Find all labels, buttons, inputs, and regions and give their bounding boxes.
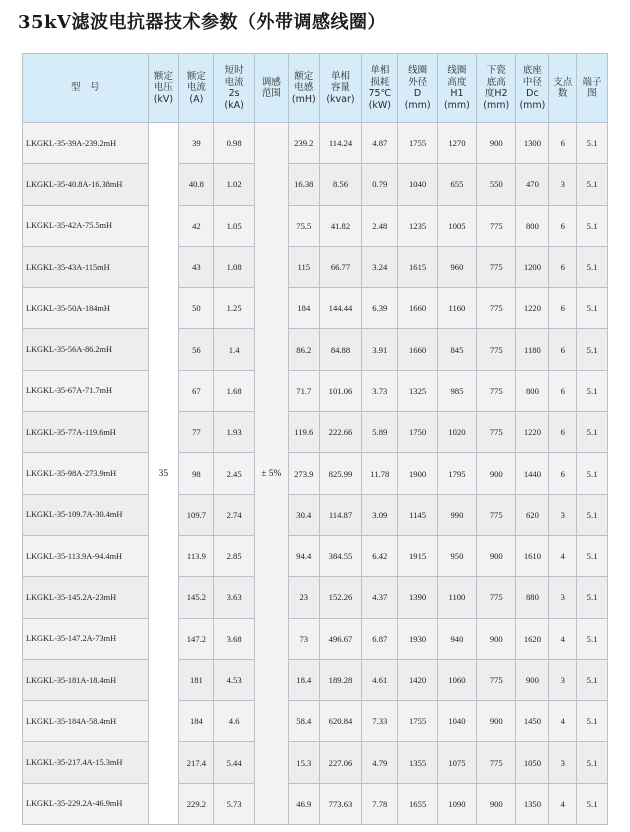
model-cell: LKGKL-35-229.2A-46.9mH [23, 783, 149, 824]
base-height-cell: 900 [477, 783, 516, 824]
loss-cell: 3.91 [362, 329, 398, 370]
header-model: 型 号 [23, 54, 149, 123]
outer-diameter-cell: 1145 [398, 494, 437, 535]
loss-cell: 7.33 [362, 701, 398, 742]
base-height-cell: 775 [477, 742, 516, 783]
base-diameter-cell: 1050 [516, 742, 549, 783]
header-porcelain-base-height: 下瓷 底高 度H2 (mm) [477, 54, 516, 123]
support-points-cell: 6 [549, 288, 577, 329]
terminal-cell: 5.1 [577, 205, 608, 246]
coil-height-cell: 845 [437, 329, 476, 370]
base-height-cell: 550 [477, 164, 516, 205]
rated-inductance-cell: 30.4 [288, 494, 319, 535]
table-row [23, 246, 608, 287]
terminal-cell: 5.1 [577, 164, 608, 205]
terminal-cell: 5.1 [577, 288, 608, 329]
spec-table [22, 53, 608, 825]
model-cell: LKGKL-35-77A-119.6mH [23, 412, 149, 453]
header-terminal-diagram: 端子 图 [577, 54, 608, 123]
base-height-cell: 775 [477, 494, 516, 535]
header-single-phase-loss: 单相 损耗 75℃ (kW) [362, 54, 398, 123]
short-time-current-cell: 3.63 [214, 577, 254, 618]
capacity-cell: 152.26 [319, 577, 362, 618]
capacity-cell: 384.55 [319, 535, 362, 576]
rated-current-cell: 181 [179, 659, 214, 700]
model-cell: LKGKL-35-109.7A-30.4mH [23, 494, 149, 535]
base-height-cell: 900 [477, 123, 516, 164]
base-height-cell: 775 [477, 577, 516, 618]
outer-diameter-cell: 1750 [398, 412, 437, 453]
model-cell: LKGKL-35-145.2A-23mH [23, 577, 149, 618]
rated-current-cell: 43 [179, 246, 214, 287]
base-height-cell: 900 [477, 701, 516, 742]
table-row [23, 618, 608, 659]
header-rated-current: 额定 电流 (A) [179, 54, 214, 123]
page-title: 35kV滤波电抗器技术参数（外带调感线圈） [18, 12, 386, 33]
table-row [23, 412, 608, 453]
loss-cell: 5.89 [362, 412, 398, 453]
table-header [23, 54, 608, 123]
rated-current-cell: 217.4 [179, 742, 214, 783]
header-adjust-range: 调感 范围 [254, 54, 288, 123]
rated-current-cell: 98 [179, 453, 214, 494]
model-cell: LKGKL-35-56A-86.2mH [23, 329, 149, 370]
base-height-cell: 900 [477, 618, 516, 659]
short-time-current-cell: 1.05 [214, 205, 254, 246]
capacity-cell: 620.84 [319, 701, 362, 742]
coil-height-cell: 985 [437, 370, 476, 411]
header-base-diameter: 底座 中径 Dc (mm) [516, 54, 549, 123]
table-row [23, 783, 608, 824]
rated-voltage-cell: 35 [148, 123, 179, 825]
table-row [23, 205, 608, 246]
header-rated-voltage: 额定 电压 (kV) [148, 54, 179, 123]
base-diameter-cell: 1450 [516, 701, 549, 742]
short-time-current-cell: 5.73 [214, 783, 254, 824]
base-height-cell: 775 [477, 370, 516, 411]
model-cell: LKGKL-35-50A-184mH [23, 288, 149, 329]
header-coil-height: 线圈 高度 H1 (mm) [437, 54, 476, 123]
table-row [23, 123, 608, 164]
capacity-cell: 114.87 [319, 494, 362, 535]
terminal-cell: 5.1 [577, 535, 608, 576]
coil-height-cell: 940 [437, 618, 476, 659]
support-points-cell: 4 [549, 701, 577, 742]
loss-cell: 4.79 [362, 742, 398, 783]
coil-height-cell: 1040 [437, 701, 476, 742]
outer-diameter-cell: 1660 [398, 288, 437, 329]
base-diameter-cell: 1620 [516, 618, 549, 659]
loss-cell: 6.42 [362, 535, 398, 576]
base-diameter-cell: 1180 [516, 329, 549, 370]
terminal-cell: 5.1 [577, 701, 608, 742]
base-height-cell: 775 [477, 412, 516, 453]
coil-height-cell: 950 [437, 535, 476, 576]
support-points-cell: 6 [549, 370, 577, 411]
outer-diameter-cell: 1655 [398, 783, 437, 824]
short-time-current-cell: 1.02 [214, 164, 254, 205]
rated-current-cell: 67 [179, 370, 214, 411]
rated-inductance-cell: 86.2 [288, 329, 319, 370]
base-diameter-cell: 620 [516, 494, 549, 535]
coil-height-cell: 1075 [437, 742, 476, 783]
support-points-cell: 3 [549, 494, 577, 535]
model-cell: LKGKL-35-217.4A-15.3mH [23, 742, 149, 783]
support-points-cell: 3 [549, 659, 577, 700]
rated-current-cell: 42 [179, 205, 214, 246]
loss-cell: 3.09 [362, 494, 398, 535]
rated-current-cell: 77 [179, 412, 214, 453]
base-diameter-cell: 1220 [516, 412, 549, 453]
capacity-cell: 8.56 [319, 164, 362, 205]
support-points-cell: 3 [549, 577, 577, 618]
coil-height-cell: 1020 [437, 412, 476, 453]
rated-inductance-cell: 58.4 [288, 701, 319, 742]
base-height-cell: 775 [477, 329, 516, 370]
table-row [23, 494, 608, 535]
terminal-cell: 5.1 [577, 246, 608, 287]
loss-cell: 2.48 [362, 205, 398, 246]
header-coil-outer-diameter: 线圈 外径 D (mm) [398, 54, 437, 123]
terminal-cell: 5.1 [577, 370, 608, 411]
capacity-cell: 496.67 [319, 618, 362, 659]
support-points-cell: 3 [549, 164, 577, 205]
table-row [23, 164, 608, 205]
base-diameter-cell: 880 [516, 577, 549, 618]
loss-cell: 0.79 [362, 164, 398, 205]
header-rated-inductance: 额定 电感 (mH) [288, 54, 319, 123]
rated-inductance-cell: 184 [288, 288, 319, 329]
support-points-cell: 6 [549, 205, 577, 246]
base-height-cell: 775 [477, 659, 516, 700]
loss-cell: 4.87 [362, 123, 398, 164]
coil-height-cell: 1060 [437, 659, 476, 700]
terminal-cell: 5.1 [577, 659, 608, 700]
coil-height-cell: 1005 [437, 205, 476, 246]
rated-current-cell: 184 [179, 701, 214, 742]
terminal-cell: 5.1 [577, 618, 608, 659]
capacity-cell: 227.06 [319, 742, 362, 783]
base-height-cell: 775 [477, 205, 516, 246]
short-time-current-cell: 1.08 [214, 246, 254, 287]
base-height-cell: 775 [477, 246, 516, 287]
adjust-range-cell: ± 5% [254, 123, 288, 825]
short-time-current-cell: 2.74 [214, 494, 254, 535]
header-single-phase-capacity: 单相 容量 (kvar) [319, 54, 362, 123]
model-cell: LKGKL-35-42A-75.5mH [23, 205, 149, 246]
support-points-cell: 4 [549, 535, 577, 576]
loss-cell: 7.78 [362, 783, 398, 824]
coil-height-cell: 990 [437, 494, 476, 535]
short-time-current-cell: 1.25 [214, 288, 254, 329]
outer-diameter-cell: 1660 [398, 329, 437, 370]
outer-diameter-cell: 1900 [398, 453, 437, 494]
model-cell: LKGKL-35-98A-273.9mH [23, 453, 149, 494]
table-row [23, 453, 608, 494]
coil-height-cell: 1270 [437, 123, 476, 164]
rated-current-cell: 40.8 [179, 164, 214, 205]
support-points-cell: 6 [549, 329, 577, 370]
support-points-cell: 6 [549, 123, 577, 164]
loss-cell: 4.37 [362, 577, 398, 618]
rated-inductance-cell: 18.4 [288, 659, 319, 700]
capacity-cell: 84.88 [319, 329, 362, 370]
outer-diameter-cell: 1755 [398, 701, 437, 742]
table-row [23, 329, 608, 370]
loss-cell: 6.87 [362, 618, 398, 659]
coil-height-cell: 1160 [437, 288, 476, 329]
rated-inductance-cell: 94.4 [288, 535, 319, 576]
table-row [23, 659, 608, 700]
support-points-cell: 6 [549, 246, 577, 287]
terminal-cell: 5.1 [577, 329, 608, 370]
support-points-cell: 6 [549, 453, 577, 494]
base-height-cell: 900 [477, 535, 516, 576]
short-time-current-cell: 1.68 [214, 370, 254, 411]
rated-inductance-cell: 75.5 [288, 205, 319, 246]
rated-inductance-cell: 71.7 [288, 370, 319, 411]
table-body [23, 123, 608, 825]
capacity-cell: 144.44 [319, 288, 362, 329]
terminal-cell: 5.1 [577, 453, 608, 494]
capacity-cell: 222.66 [319, 412, 362, 453]
base-height-cell: 900 [477, 453, 516, 494]
outer-diameter-cell: 1390 [398, 577, 437, 618]
short-time-current-cell: 2.85 [214, 535, 254, 576]
rated-inductance-cell: 239.2 [288, 123, 319, 164]
model-cell: LKGKL-35-40.8A-16.38mH [23, 164, 149, 205]
table-row [23, 535, 608, 576]
coil-height-cell: 1100 [437, 577, 476, 618]
base-diameter-cell: 470 [516, 164, 549, 205]
outer-diameter-cell: 1755 [398, 123, 437, 164]
model-cell: LKGKL-35-181A-18.4mH [23, 659, 149, 700]
table-row [23, 370, 608, 411]
model-cell: LKGKL-35-113.9A-94.4mH [23, 535, 149, 576]
rated-current-cell: 147.2 [179, 618, 214, 659]
rated-inductance-cell: 23 [288, 577, 319, 618]
terminal-cell: 5.1 [577, 494, 608, 535]
loss-cell: 11.78 [362, 453, 398, 494]
terminal-cell: 5.1 [577, 783, 608, 824]
outer-diameter-cell: 1915 [398, 535, 437, 576]
terminal-cell: 5.1 [577, 412, 608, 453]
short-time-current-cell: 1.4 [214, 329, 254, 370]
rated-inductance-cell: 73 [288, 618, 319, 659]
outer-diameter-cell: 1615 [398, 246, 437, 287]
table-row [23, 742, 608, 783]
short-time-current-cell: 1.93 [214, 412, 254, 453]
support-points-cell: 3 [549, 742, 577, 783]
coil-height-cell: 1795 [437, 453, 476, 494]
loss-cell: 3.73 [362, 370, 398, 411]
support-points-cell: 4 [549, 618, 577, 659]
outer-diameter-cell: 1040 [398, 164, 437, 205]
base-diameter-cell: 800 [516, 370, 549, 411]
capacity-cell: 66.77 [319, 246, 362, 287]
terminal-cell: 5.1 [577, 123, 608, 164]
base-diameter-cell: 1610 [516, 535, 549, 576]
rated-inductance-cell: 16.38 [288, 164, 319, 205]
base-diameter-cell: 1350 [516, 783, 549, 824]
coil-height-cell: 1090 [437, 783, 476, 824]
capacity-cell: 773.63 [319, 783, 362, 824]
header-support-points: 支点 数 [549, 54, 577, 123]
outer-diameter-cell: 1420 [398, 659, 437, 700]
base-diameter-cell: 900 [516, 659, 549, 700]
rated-current-cell: 109.7 [179, 494, 214, 535]
capacity-cell: 101.06 [319, 370, 362, 411]
coil-height-cell: 960 [437, 246, 476, 287]
rated-inductance-cell: 15.3 [288, 742, 319, 783]
short-time-current-cell: 4.53 [214, 659, 254, 700]
rated-current-cell: 145.2 [179, 577, 214, 618]
header-row [23, 54, 608, 123]
terminal-cell: 5.1 [577, 742, 608, 783]
support-points-cell: 6 [549, 412, 577, 453]
model-cell: LKGKL-35-67A-71.7mH [23, 370, 149, 411]
rated-inductance-cell: 46.9 [288, 783, 319, 824]
support-points-cell: 4 [549, 783, 577, 824]
base-diameter-cell: 1300 [516, 123, 549, 164]
model-cell: LKGKL-35-43A-115mH [23, 246, 149, 287]
model-cell: LKGKL-35-147.2A-73mH [23, 618, 149, 659]
outer-diameter-cell: 1325 [398, 370, 437, 411]
capacity-cell: 41.82 [319, 205, 362, 246]
short-time-current-cell: 2.45 [214, 453, 254, 494]
rated-current-cell: 56 [179, 329, 214, 370]
short-time-current-cell: 4.6 [214, 701, 254, 742]
base-diameter-cell: 1440 [516, 453, 549, 494]
header-short-time-current: 短时 电流 2s (kA) [214, 54, 254, 123]
model-cell: LKGKL-35-39A-239.2mH [23, 123, 149, 164]
rated-current-cell: 113.9 [179, 535, 214, 576]
rated-current-cell: 50 [179, 288, 214, 329]
rated-inductance-cell: 119.6 [288, 412, 319, 453]
model-cell: LKGKL-35-184A-58.4mH [23, 701, 149, 742]
loss-cell: 6.39 [362, 288, 398, 329]
short-time-current-cell: 3.68 [214, 618, 254, 659]
base-diameter-cell: 1220 [516, 288, 549, 329]
base-diameter-cell: 1200 [516, 246, 549, 287]
rated-current-cell: 39 [179, 123, 214, 164]
capacity-cell: 114.24 [319, 123, 362, 164]
rated-inductance-cell: 273.9 [288, 453, 319, 494]
outer-diameter-cell: 1355 [398, 742, 437, 783]
table-row [23, 577, 608, 618]
rated-current-cell: 229.2 [179, 783, 214, 824]
short-time-current-cell: 5.44 [214, 742, 254, 783]
capacity-cell: 825.99 [319, 453, 362, 494]
base-height-cell: 775 [477, 288, 516, 329]
short-time-current-cell: 0.98 [214, 123, 254, 164]
outer-diameter-cell: 1930 [398, 618, 437, 659]
rated-inductance-cell: 115 [288, 246, 319, 287]
table-row [23, 701, 608, 742]
spec-table-container [22, 53, 608, 825]
loss-cell: 4.61 [362, 659, 398, 700]
capacity-cell: 189.28 [319, 659, 362, 700]
table-row [23, 288, 608, 329]
loss-cell: 3.24 [362, 246, 398, 287]
base-diameter-cell: 800 [516, 205, 549, 246]
coil-height-cell: 655 [437, 164, 476, 205]
outer-diameter-cell: 1235 [398, 205, 437, 246]
terminal-cell: 5.1 [577, 577, 608, 618]
